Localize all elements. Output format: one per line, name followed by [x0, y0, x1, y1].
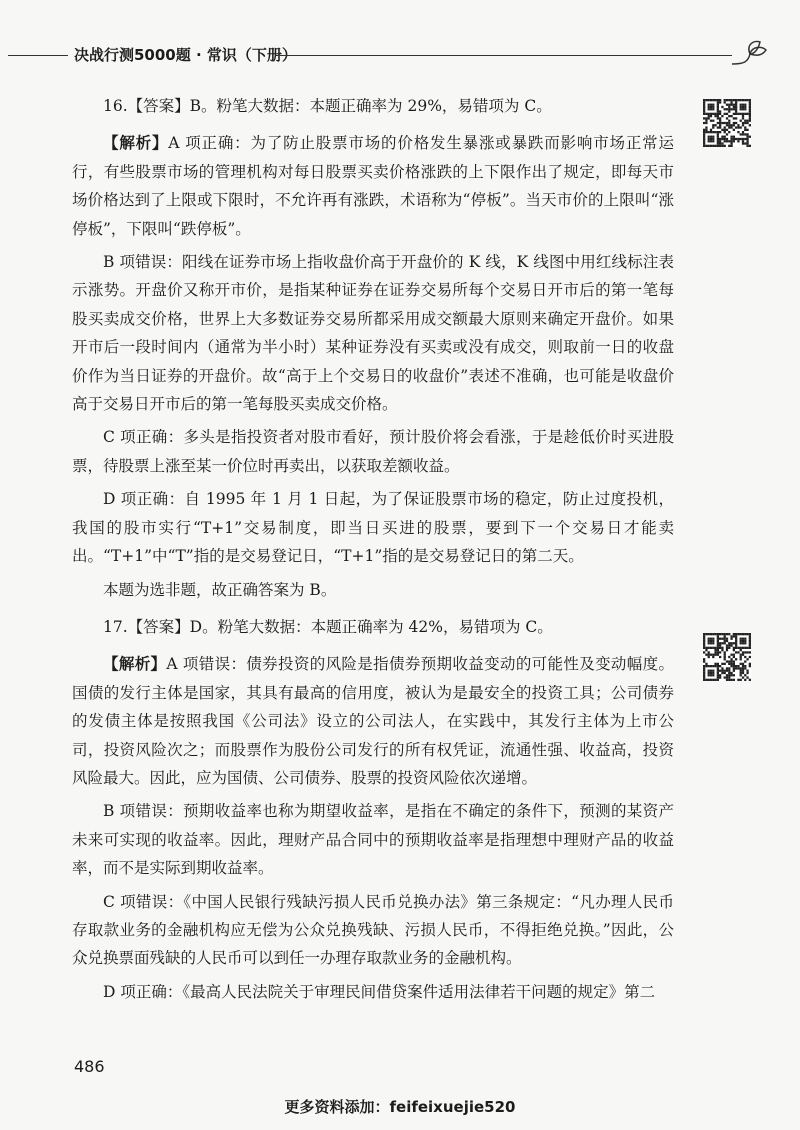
header-rule-right [276, 55, 732, 56]
q16-answer-heading: 16.【答案】B。粉笔大数据：本题正确率为 29%，易错项为 C。 [103, 97, 552, 115]
qr-code-icon [703, 633, 751, 681]
q16-explanation-c: C 项正确：多头是指投资者对股市看好，预计股价将会看涨，于是趁低价时买进股票，待股票上涨至某一价位时再卖出，以获取差额收益。 [72, 428, 674, 475]
q16-explanation-b: B 项错误：阳线在证券市场上指收盘价高于开盘价的 K 线，K 线图中用红线标注表示涨势。开盘价又称开市价，是指某种证券在证券交易所每个交易日开市后的第一笔每股买卖成交价格，世界上大多数证券交易所都采用成交额最大原则来确定开盘价。如果开市后一段时间内（通常为半小时）某种证券没有买卖或没有成交，则取前一日的收盘价作为当日证券的开盘价。故“高于上个交易日的收盘价”表述不准确，也可能是收盘价高于交易日开市后的第一笔每股买卖成交价格。 [72, 253, 674, 414]
q17-explanation-a: 【解析】A 项错误：债券投资的风险是指债券预期收益变动的可能性及变动幅度。国债的发行主体是国家，其具有最高的信用度，被认为是最安全的投资工具；公司债券的发债主体是按照我国《公司法》设立的公司法人，在实践中，其发行主体为上市公司，投资风险次之；而股票作为股份公司发行的所有权凭证，流通性强、收益高，投资风险最大。因此，应为国债、公司债券、股票的投资风险依次递增。 [72, 654, 674, 787]
q16-conclusion: 本题为选非题，故正确答案为 B。 [103, 580, 337, 599]
analysis-label: 【解析】 [103, 654, 167, 674]
answer-explanations [72, 92, 674, 1011]
q16-explanation-d: D 项正确：自 1995 年 1 月 1 日起，为了保证股票市场的稳定，防止过度投机，我国的股市实行“T+1”交易制度，即当日买进的股票，要到下一个交易日才能卖出。“T+1”中“T”指的是交易登记日，“T+1”指的是交易登记日的第二天。 [72, 490, 674, 566]
leaf-sprout-icon [730, 38, 770, 68]
header-rule-left [8, 55, 68, 56]
q16-explanation-a: 【解析】A 项正确：为了防止股票市场的价格发生暴涨或暴跌而影响市场正常运行，有些股票市场的管理机构对每日股票买卖价格涨跌的上下限作出了规定，即每天市场价格达到了上限或下限时，不允许再有涨跌，术语称为“停板”。当天市价的上限叫“涨停板”，下限叫“跌停板”。 [72, 133, 674, 238]
analysis-label: 【解析】 [103, 133, 169, 153]
running-header [0, 42, 800, 68]
q17-answer-heading: 17.【答案】D。粉笔大数据：本题正确率为 42%，易错项为 C。 [103, 617, 553, 636]
qr-code-icon [703, 99, 751, 147]
book-title: 决战行测5000题 · 常识（下册） [74, 46, 297, 64]
page-number: 486 [74, 1057, 105, 1076]
q17-explanation-b: B 项错误：预期收益率也称为期望收益率，是指在不确定的条件下，预测的某资产未来可实现的收益率。因此，理财产品合同中的预期收益率是指理想中理财产品的收益率，而不是实际到期收益率。 [72, 802, 674, 878]
q17-explanation-c: C 项错误：《中国人民银行残缺污损人民币兑换办法》第三条规定：“凡办理人民币存取款业务的金融机构应无偿为公众兑换残缺、污损人民币，不得拒绝兑换。”因此，公众兑换票面残缺的人民币可以到任一办理存取款业务的金融机构。 [72, 892, 674, 968]
q17-explanation-d: D 项正确：《最高人民法院关于审理民间借贷案件适用法律若干问题的规定》第二 [103, 982, 656, 1001]
footer-contact-note: 更多资料添加：feifeixuejie520 [284, 1098, 516, 1116]
